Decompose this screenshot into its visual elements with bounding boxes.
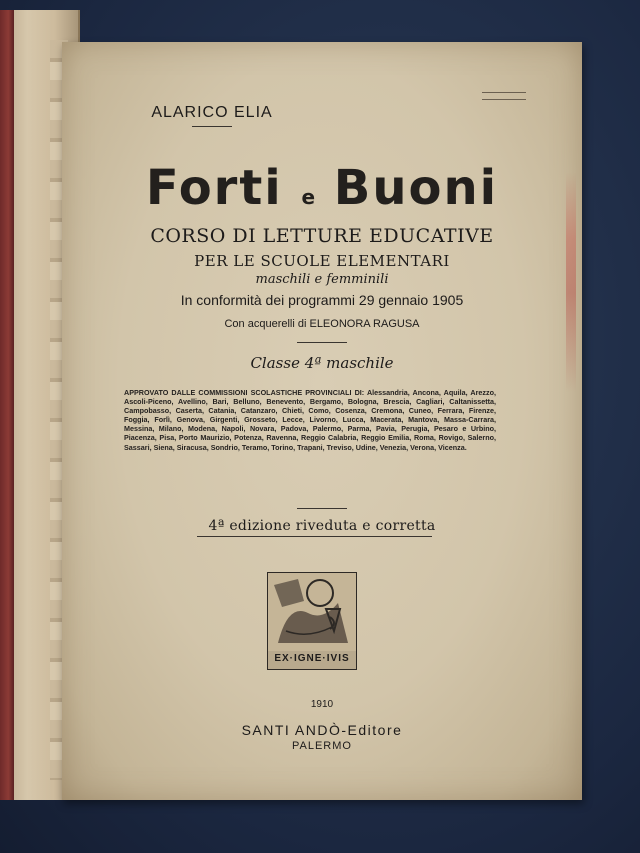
mid-rule xyxy=(297,342,347,343)
title-e: e xyxy=(301,185,316,209)
publisher-city: PALERMO xyxy=(292,740,352,752)
edition-line: 4ª edizione riveduta e corretta xyxy=(208,518,436,534)
class-line: Classe 4ª maschile xyxy=(250,354,394,372)
emblem-motto: EX·IGNE·IVIS xyxy=(274,653,350,664)
author-rule xyxy=(192,126,232,127)
publication-year: 1910 xyxy=(310,699,334,710)
title-page xyxy=(62,42,582,800)
gender-line: maschili e femminili xyxy=(255,272,389,287)
subtitle: CORSO DI LETTURE EDUCATIVE xyxy=(150,225,494,247)
approval-paragraph: APPROVATO DALLE COMMISSIONI SCOLASTICHE PROVINCIALI DI: Alessandria, Ancona, Aquila, Arezzo, Ascoli-Piceno, Avellino, Bari, Belluno, Benevento, Bergamo, Bologna, Brescia, Cagliari, Caltanissetta, Campobasso, Caserta, Catania, Catanzaro, Chieti, Como, Cosenza, Cremona, Cuneo, Ferrara, Firenze, Foggia, Forlì, Genova, Girgenti, Grosseto, Lecce, Livorno, Lucca, Macerata, Mantova, Massa-Carrara, Messina, Milano, Modena, Napoli, Novara, Padova, Palermo, Parma, Pavia, Perugia, Pesaro e Urbino, Piacenza, Pisa, Porto Maurizio, Potenza, Ravenna, Reggio Calabria, Reggio Emilia, Roma, Rovigo, Salerno, Sassari, Siena, Siracusa, Sondrio, Teramo, Torino, Trapani, Treviso, Udine, Venezia, Verona, Vicenza. xyxy=(124,388,496,452)
edition-top-rule xyxy=(297,508,347,509)
title-forti: Forti xyxy=(145,160,283,216)
illustrator-line: Con acquerelli di ELEONORA RAGUSA xyxy=(224,318,420,330)
program-line: In conformità dei programmi 29 gennaio 1905 xyxy=(180,292,464,308)
edition-underline xyxy=(197,536,432,537)
title-buoni: Buoni xyxy=(333,160,499,216)
school-line: PER LE SCUOLE ELEMENTARI xyxy=(194,252,450,270)
emblem-icon xyxy=(268,573,356,651)
publisher-name: SANTI ANDÒ-Editore xyxy=(241,722,403,738)
corner-rule xyxy=(482,92,526,100)
book-title xyxy=(62,160,582,216)
author-name: ALARICO ELIA xyxy=(151,104,273,121)
